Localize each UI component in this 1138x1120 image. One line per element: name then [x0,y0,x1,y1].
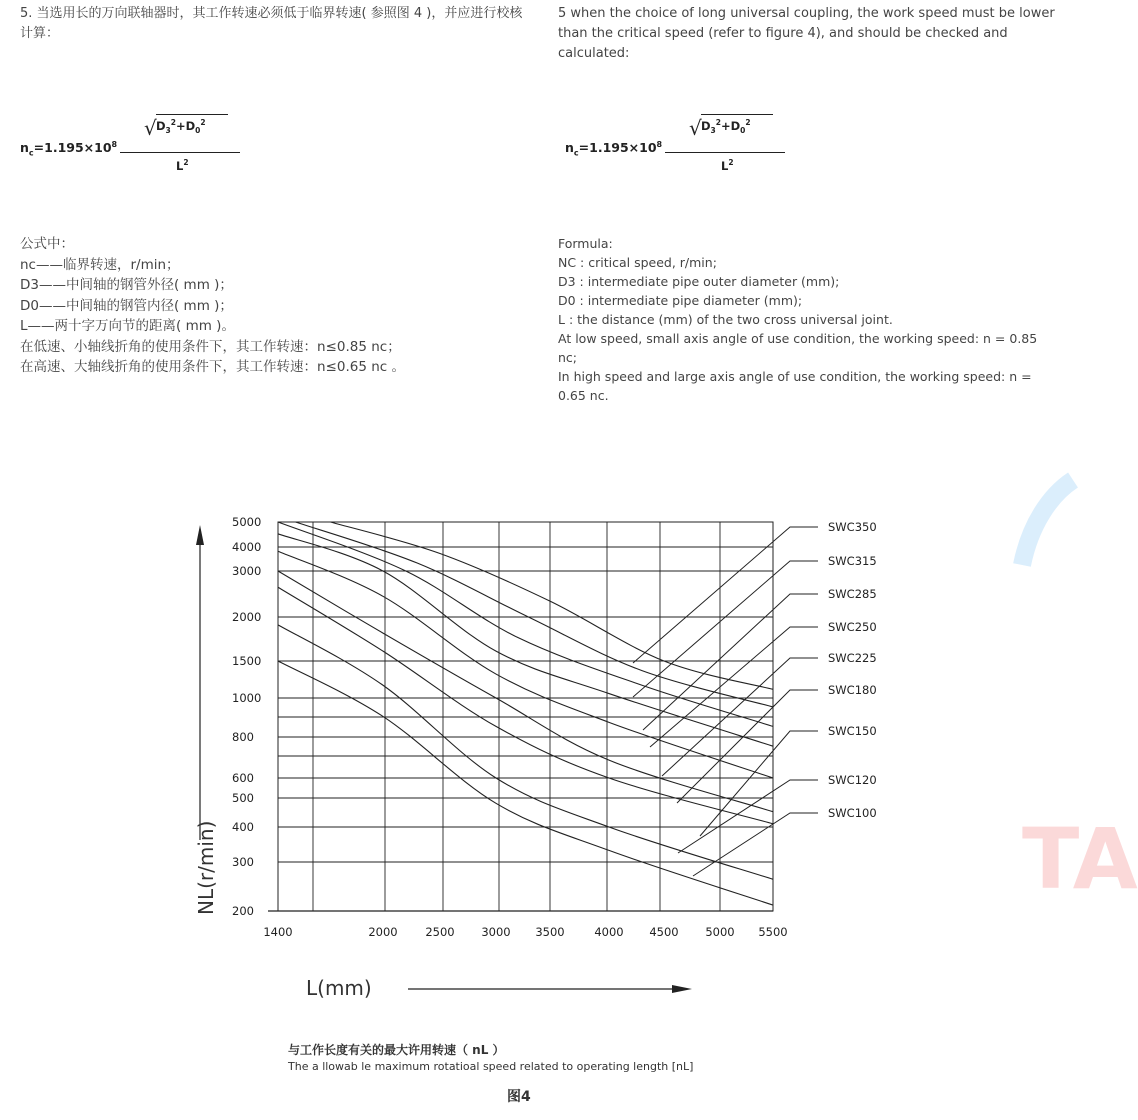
formula-left: $n_c=1.195\times 10^8$ √ $D_3^2+D_0^2$ $L^2$ [20,108,250,188]
series-label-swc120: SWC120 [828,773,877,787]
y-tick-label: 2000 [232,610,262,624]
series-label-swc250: SWC250 [828,620,877,634]
y-tick-label: 1000 [232,691,262,705]
formula-right: $n_c=1.195\times 10^8$ √ $D_3^2+D_0^2$ $L^2$ [565,108,795,188]
def-line: 在低速、小轴线折角的使用条件下，其工作转速：n≤0.85 nc； [20,338,401,355]
y-tick-label: 3000 [232,564,262,578]
def-line: D3 : intermediate pipe outer diameter (mm); [558,274,840,289]
def-line: Formula: [558,236,613,251]
plot-frame [278,522,773,911]
left-intro-text: 5. 当选用长的万向联轴器时，其工作转速必须低于临界转速( 参照图 4 )，并应进行校核计算： [20,6,523,41]
def-line: L——两十字万向节的距离( mm )。 [20,318,235,334]
x-tick-label: 3000 [481,925,511,939]
x-tick-label: 5000 [705,925,735,939]
series-curve-swc315 [296,522,774,707]
series-label-swc350: SWC350 [828,520,877,534]
figure-label: 图4 [507,1089,531,1105]
y-tick-label: 5000 [232,515,262,529]
x-axis-label: L(mm) [306,976,372,1000]
x-tick-label: 3500 [535,925,565,939]
def-line: D0——中间轴的钢管内径( mm )； [20,297,233,314]
series-curve-swc180 [278,571,773,812]
series-leader-swc250 [650,627,818,747]
series-leader-swc285 [643,594,818,730]
x-tick-label: 4500 [649,925,679,939]
def-line: At low speed, small axis angle of use condition, the working speed: n = 0.85 nc; [558,331,1038,365]
def-line: nc——临界转速，r/min； [20,256,180,273]
y-tick-label: 300 [232,855,254,869]
y-tick-label: 600 [232,771,254,785]
x-tick-label: 5500 [758,925,788,939]
caption-en: The a llowab le maximum rotatioal speed related to operating length [nL] [288,1060,694,1073]
series-label-swc150: SWC150 [828,724,877,738]
def-line: D3——中间轴的钢管外径( mm )； [20,277,233,293]
series-label-swc285: SWC285 [828,587,877,601]
series-curve-swc120 [278,625,773,879]
y-tick-label: 1500 [232,654,262,668]
y-axis-label: NL(r/min) [194,820,218,915]
series-curve-swc285 [278,522,773,726]
def-line: NC : critical speed, r/min; [558,255,717,270]
def-line: 在高速、大轴线折角的使用条件下，其工作转速：n≤0.65 nc 。 [20,359,405,375]
series-label-swc180: SWC180 [828,683,877,697]
right-intro-text: 5 when the choice of long universal coupling, the work speed must be lower than the critical speed (refer to figure 4), and should be checked and calculated: [558,6,1055,61]
y-axis-arrowhead [196,525,204,545]
def-line: L : the distance (mm) of the two cross universal joint. [558,312,893,327]
def-line: 公式中： [20,236,74,252]
formula-lhs: $n_c=1.195\times 10^8$ [20,140,118,158]
formula-lhs: $n_c=1.195\times 10^8$ [565,140,663,158]
series-label-swc100: SWC100 [828,806,877,820]
series-label-swc225: SWC225 [828,651,877,665]
y-tick-label: 500 [232,791,254,805]
x-tick-label: 1400 [263,925,293,939]
x-axis-arrowhead [672,985,692,993]
series-label-swc315: SWC315 [828,554,877,568]
x-tick-label: 2000 [368,925,398,939]
x-tick-label: 2500 [425,925,455,939]
y-tick-label: 400 [232,820,254,834]
series-leader-swc180 [677,690,818,803]
watermark-letters: TA [1022,810,1138,908]
y-tick-label: 4000 [232,540,262,554]
y-tick-label: 800 [232,730,254,744]
series-leader-swc120 [678,780,818,853]
y-tick-label: 200 [232,904,254,918]
x-tick-label: 4000 [594,925,624,939]
def-line: In high speed and large axis angle of use condition, the working speed: n = 0.65 nc. [558,369,1032,403]
caption-cn: 与工作长度有关的最大许用转速（ nL ） [288,1043,505,1057]
def-line: D0 : intermediate pipe diameter (mm); [558,293,803,308]
